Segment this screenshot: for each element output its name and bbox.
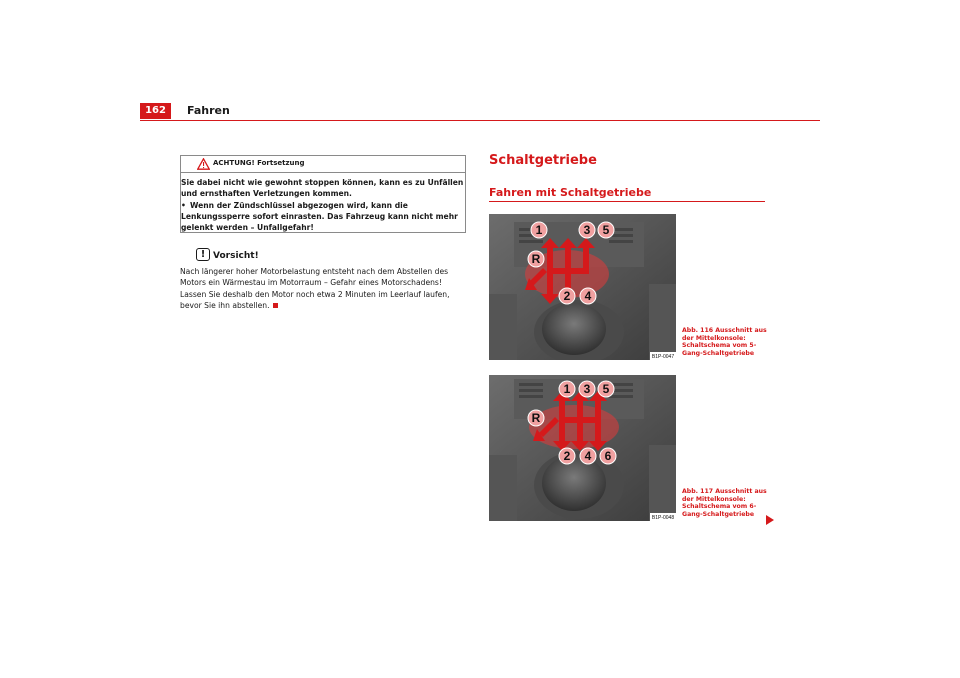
warning-bullet-text: Wenn der Zündschlüssel abgezogen wird, kann die Lenkungssperre sofort einrasten. Das Fahrzeug kann nicht mehr gelenkt werden – Unfallgefahr! — [181, 200, 458, 233]
section-title: Schaltgetriebe — [489, 153, 597, 168]
caution-text: Nach längerer hoher Motorbelastung entsteht nach dem Abstellen des Motors ein Wärmestau im Motorraum – Gefahr eines Motorschadens! Lassen Sie deshalb den Motor noch etwa 2 Minuten im Leerlauf laufen, bevor Sie ihn abstellen. — [180, 267, 450, 310]
warning-paragraph: Sie dabei nicht wie gewohnt stoppen können, kann es zu Unfällen und ernsthaften Verletzungen kommen. — [181, 178, 464, 199]
warning-body — [181, 173, 465, 233]
gear-label-2: 2 — [563, 449, 571, 463]
figure-code: B1P-0047 — [651, 354, 675, 360]
running-head: Fahren — [187, 104, 230, 117]
continue-arrow-icon — [766, 515, 774, 525]
subsection-rule — [489, 201, 765, 202]
header-rule — [140, 120, 820, 121]
figure-6-speed-gearshift — [489, 375, 676, 521]
warning-header — [181, 156, 465, 173]
subsection-title: Fahren mit Schaltgetriebe — [489, 186, 652, 199]
gear-label-1: 1 — [535, 223, 543, 237]
gear-label-3: 3 — [583, 223, 591, 237]
warning-box — [180, 155, 466, 233]
end-of-section-icon — [273, 303, 278, 308]
figure-5-speed-gearshift — [489, 214, 676, 360]
caution-body — [180, 266, 468, 311]
gear-label-reverse: R — [531, 252, 541, 266]
page-number: 162 — [140, 103, 171, 119]
gearshift-illustration — [489, 214, 676, 360]
warning-bullet-paragraph — [181, 200, 465, 234]
figure-caption-117: Abb. 117 Ausschnitt aus der Mittelkonsole: Schaltschema vom 6-Gang-Schaltgetriebe — [682, 488, 767, 519]
bullet-icon: • — [181, 200, 186, 210]
figure-code: B1P-0048 — [651, 515, 675, 521]
gear-label-3: 3 — [583, 382, 591, 396]
page-header — [140, 103, 820, 121]
caution-title: Vorsicht! — [213, 251, 259, 261]
gear-label-5: 5 — [602, 223, 610, 237]
gear-label-6: 6 — [604, 449, 612, 463]
gear-label-1: 1 — [563, 382, 571, 396]
gear-label-4: 4 — [584, 289, 592, 303]
caution-icon: ! — [196, 248, 210, 261]
gear-label-2: 2 — [563, 289, 571, 303]
figure-caption-116: Abb. 116 Ausschnitt aus der Mittelkonsole: Schaltschema vom 5-Gang-Schaltgetriebe — [682, 327, 767, 358]
gearshift-illustration — [489, 375, 676, 521]
gear-label-reverse: R — [531, 411, 541, 425]
warning-heading: ACHTUNG! Fortsetzung — [213, 159, 305, 167]
gear-label-5: 5 — [602, 382, 610, 396]
warning-triangle-icon — [197, 158, 210, 170]
gear-label-4: 4 — [584, 449, 592, 463]
